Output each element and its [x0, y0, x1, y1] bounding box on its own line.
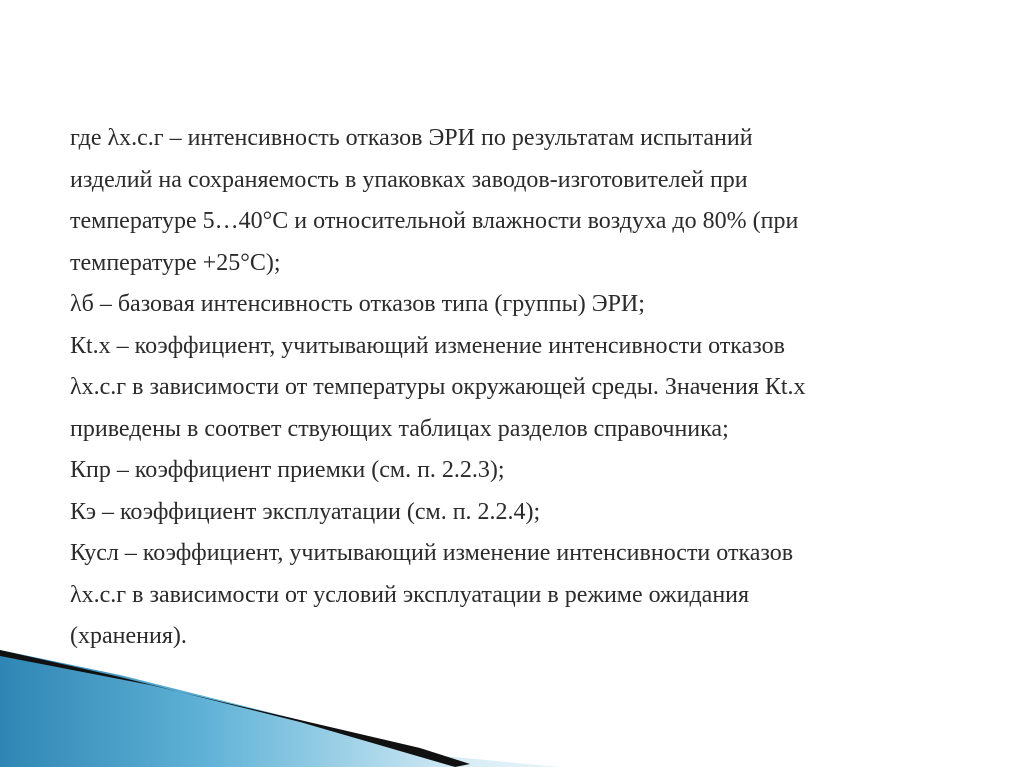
text-line: Кt.х – коэффициент, учитывающий изменение интенсивности отказов [70, 332, 785, 359]
text-line: изделий на сохраняемость в упаковках заводов-изготовителей при [70, 166, 748, 193]
text-line: Кпр – коэффициент приемки (см. п. 2.2.3); [70, 457, 505, 483]
text-line: (хранения). [70, 623, 187, 649]
text-line: λх.с.г в зависимости от температуры окружающей среды. Значения Кt.х [70, 374, 806, 400]
text-line: Кэ – коэффициент эксплуатации (см. п. 2.2.4); [70, 498, 541, 525]
text-line: λх.с.г в зависимости от условий эксплуатации в режиме ожидания [70, 581, 750, 608]
slide-body-text [70, 118, 970, 658]
text-line: λб – базовая интенсивность отказов типа (группы) ЭРИ; [70, 291, 645, 317]
text-line: приведены в соответ ствующих таблицах разделов справочника; [70, 415, 729, 442]
text-line: Кусл – коэффициент, учитывающий изменение интенсивности отказов [70, 540, 794, 566]
text-line: температуре +25°С); [70, 249, 281, 276]
text-line: температуре 5…40°С и относительной влажности воздуха до 80% (при [70, 208, 799, 234]
text-line: где λх.с.г – интенсивность отказов ЭРИ по результатам испытаний [70, 125, 753, 151]
